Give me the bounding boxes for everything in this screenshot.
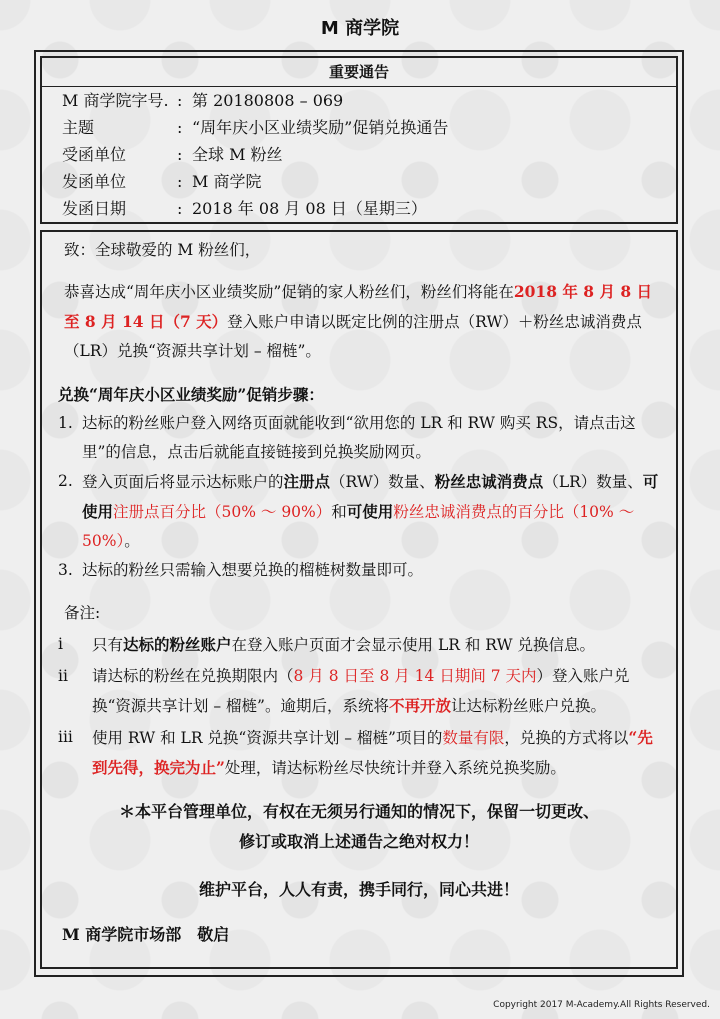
meta-row-ref: M 商学院字号. : 第 20180808 – 069 — [62, 91, 344, 110]
meta-row-sender: 发函单位 : M 商学院 — [62, 172, 262, 191]
site-title: M 商学院 — [320, 18, 400, 39]
greeting: 致：全球敬爱的 M 粉丝们， — [64, 241, 261, 259]
meta-row-recipient: 受函单位 : 全球 M 粉丝 — [62, 145, 283, 164]
notes-title: 备注: — [64, 604, 101, 622]
notice-body — [40, 230, 678, 969]
steps-title: 兑换“周年庆小区业绩奖励”促销步骤： — [58, 385, 324, 404]
meta-row-date: 发函日期 : 2018 年 08 月 08 日（星期三） — [62, 199, 427, 218]
meta-row-subject: 主题 : “周年庆小区业绩奖励”促销兑换通告 — [62, 118, 449, 137]
slogan: 维护平台，人人有责，携手同行，同心共进！ — [198, 880, 519, 899]
step-item: 3. 达标的粉丝只需输入想要兑换的榴梿树数量即可。 — [58, 561, 424, 579]
copyright-notice: Copyright 2017 M-Academy.All Rights Reserved. — [493, 1000, 710, 1010]
note-item: iii 使用 RW 和 LR 兑换“资源共享计划 – 榴梿”项目的数量有限，兑换的方式将以“先到先得，换完为止”处理，请达标粉丝尽快统计并登入系统兑换奖励。 — [58, 728, 653, 777]
step-item: 2. 登入页面后将显示达标账户的注册点（RW）数量、粉丝忠诚消费点（LR）数量、可使用注册点百分比（50% ～ 90%）和可使用粉丝忠诚消费点的百分比（10% ～ 50%）。 — [58, 472, 659, 550]
notice-heading: 重要通告 — [42, 58, 676, 87]
note-item: i 只有达标的粉丝账户在登入账户页面才会显示使用 LR 和 RW 兑换信息。 — [58, 635, 595, 654]
note-item: ii 请达标的粉丝在兑换期限内（8 月 8 日至 8 月 14 日期间 7 天内）登入账户兑换“资源共享计划 – 榴梿”。逾期后，系统将不再开放让达标粉丝账户兑换。 — [58, 667, 630, 715]
signoff: M 商学院市场部 敬启 — [62, 925, 230, 944]
disclaimer: ＊本平台管理单位，有权在无须另行通知的情况下，保留一切更改、 修订或取消上述通告之绝对权力！ — [118, 802, 599, 851]
notice-header — [40, 56, 678, 224]
intro-paragraph: 恭喜达成“周年庆小区业绩奖励”促销的家人粉丝们，粉丝们将能在2018 年 8 月 8 日至 8 月 14 日（7 天）登入账户申请以既定比例的注册点（RW）＋粉丝忠诚消费点（LR）兑换“资源共享计划 – 榴梿”。 — [64, 282, 653, 360]
notice-frame — [34, 50, 684, 977]
step-item: 1. 达标的粉丝账户登入网络页面就能收到“欲用您的 LR 和 RW 购买 RS，请点击这里”的信息，点击后就能直接链接到兑换奖励网页。 — [58, 414, 636, 461]
